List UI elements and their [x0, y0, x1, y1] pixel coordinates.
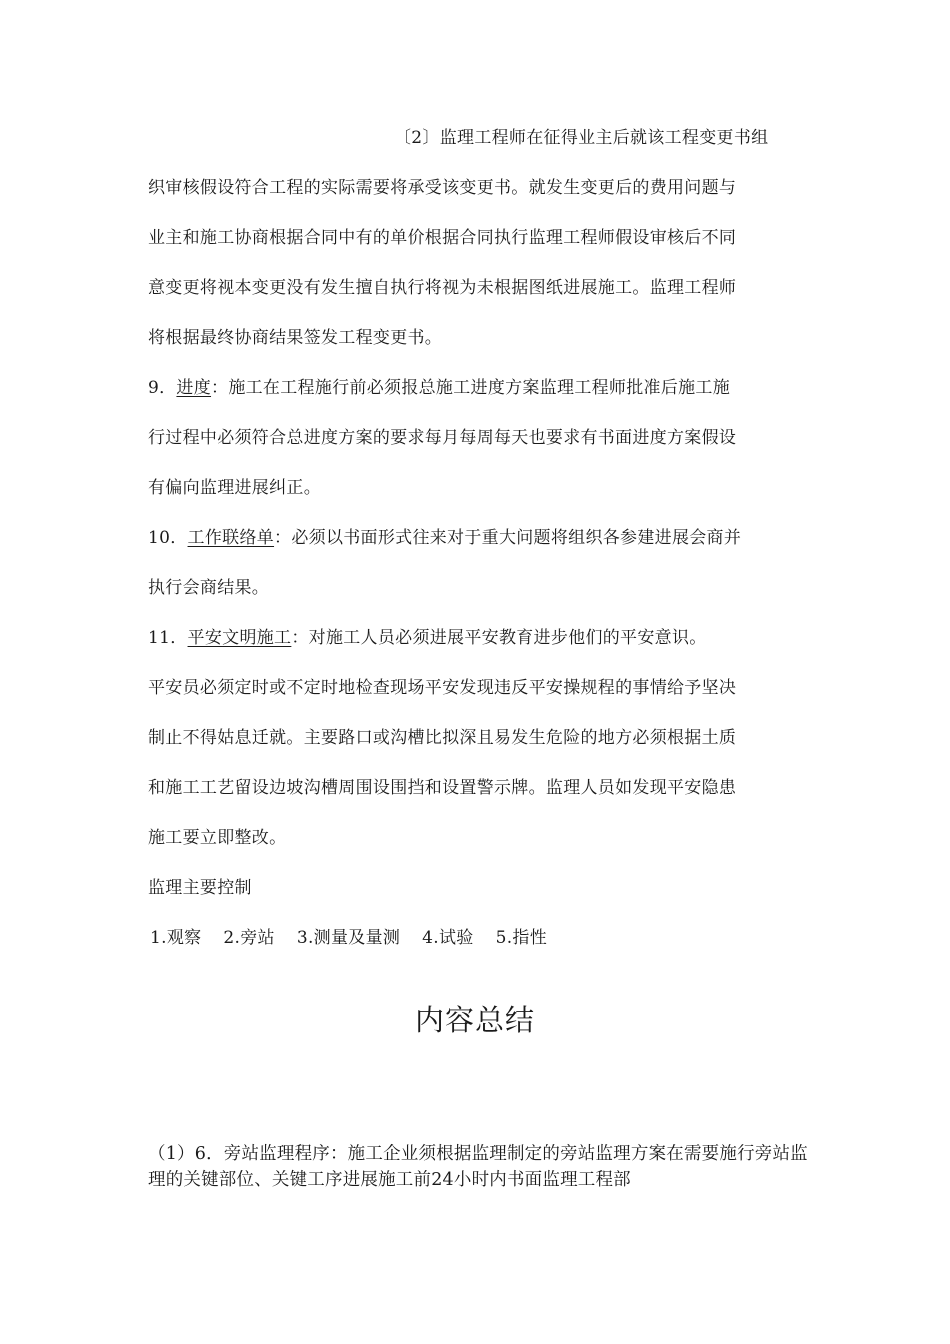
- control-item-1: 1.观察: [150, 928, 202, 948]
- item-9-text: ：施工在工程施行前必须报总施工进度方案监理工程师批准后施工施: [211, 378, 731, 398]
- summary-text: （1）6．旁站监理程序：施工企业须根据监理制定的旁站监理方案在需要施行旁站监理的关键部位、关键工序进展施工前24小时内书面监理工程部: [148, 1144, 808, 1190]
- item-11-number: 11．: [148, 628, 188, 648]
- paragraph-2-line-2: 织审核假设符合工程的实际需要将承受该变更书。就发生变更后的费用问题与: [148, 178, 737, 198]
- item-9-number: 9．: [148, 378, 177, 398]
- control-item-3: 3.测量及量测: [296, 928, 401, 948]
- item-11-line-1: [148, 626, 808, 650]
- paragraph-2-line-5: 将根据最终协商结果签发工程变更书。: [148, 328, 443, 348]
- item-11-line-3: 制止不得姑息迁就。主要路口或沟槽比拟深且易发生危险的地方必须根据土质: [148, 728, 737, 748]
- item-10-term: 工作联络单: [187, 528, 275, 548]
- item-9-term: 进度: [176, 378, 212, 398]
- item-9-line-2: 行过程中必须符合总进度方案的要求每月每周每天也要求有书面进度方案假设: [148, 428, 737, 448]
- item-10-number: 10．: [148, 528, 188, 548]
- item-9-line-3: 有偏向监理进展纠正。: [148, 478, 321, 498]
- item-10-line-1: [148, 526, 808, 550]
- item-11-line-5: 施工要立即整改。: [148, 828, 287, 848]
- control-item-4: 4.试验: [422, 928, 474, 948]
- item-10-line-2: 执行会商结果。: [148, 578, 270, 598]
- control-item-5: 5.指性: [495, 928, 548, 948]
- control-list: [150, 926, 810, 950]
- paragraph-2-line-3: 业主和施工协商根据合同中有的单价根据合同执行监理工程师假设审核后不同: [148, 228, 737, 248]
- summary-title: 内容总结: [414, 1003, 535, 1037]
- item-11-line-2: 平安员必须定时或不定时地检查现场平安发现违反平安操规程的事情给予坚决: [148, 678, 737, 698]
- item-10-text: ：必须以书面形式往来对于重大问题将组织各参建进展会商并: [274, 528, 742, 548]
- item-11-text: ：对施工人员必须进展平安教育进步他们的平安意识。: [291, 628, 707, 648]
- item-9-line-1: [148, 376, 808, 400]
- control-heading: 监理主要控制: [148, 878, 252, 898]
- paragraph-2-line-1: 〔2〕监理工程师在征得业主后就该工程变更书组: [394, 128, 769, 148]
- paragraph-2-line-4: 意变更将视本变更没有发生擅自执行将视为未根据图纸进展施工。监理工程师: [148, 278, 737, 298]
- item-11-line-4: 和施工工艺留设边坡沟槽周围设围挡和设置警示牌。监理人员如发现平安隐患: [148, 778, 737, 798]
- item-11-term: 平安文明施工: [187, 628, 292, 648]
- control-item-2: 2.旁站: [223, 928, 275, 948]
